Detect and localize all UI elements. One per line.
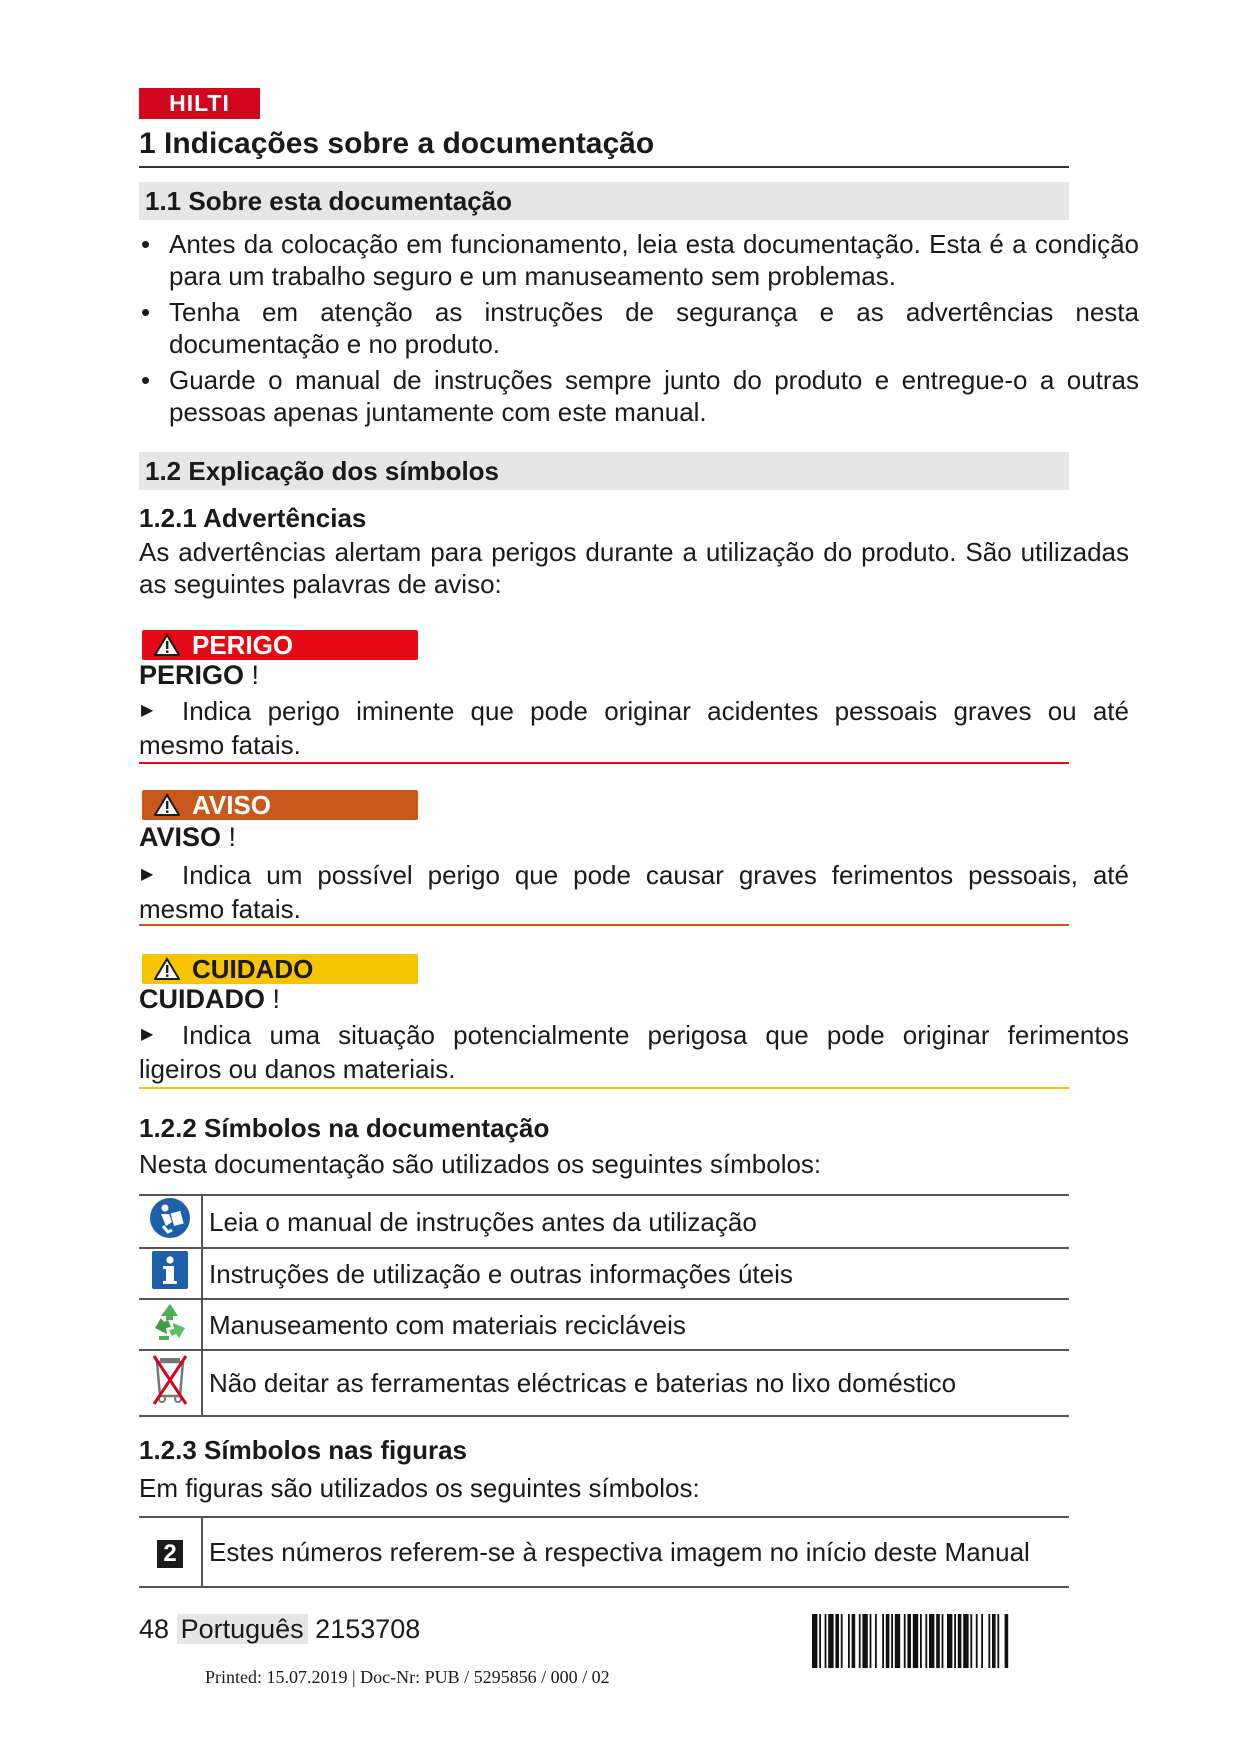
section-heading-1-2: 1.2 Explicação dos símbolos bbox=[139, 452, 1069, 490]
bullet-icon: • bbox=[141, 229, 151, 259]
divider-danger bbox=[139, 762, 1069, 764]
print-info: Printed: 15.07.2019 | Doc-Nr: PUB / 5295856 / 000 / 02 bbox=[205, 1667, 610, 1687]
signal-label: AVISO bbox=[192, 790, 271, 820]
doc-symbols-intro: Nesta documentação são utilizados os seguintes símbolos: bbox=[139, 1149, 822, 1179]
figure-symbols-table bbox=[139, 1516, 1069, 1588]
read-manual-icon bbox=[148, 1196, 192, 1240]
bullet-icon: • bbox=[141, 365, 151, 395]
table-row bbox=[139, 1299, 1069, 1350]
bullet-item: • Antes da colocação em funcionamento, leia esta documentação. Esta é a condição para um trabalho seguro e um manuseamento sem problemas. bbox=[141, 229, 1139, 291]
section-heading-1-1: 1.1 Sobre esta documentação bbox=[139, 182, 1069, 220]
signal-label: PERIGO bbox=[192, 630, 294, 660]
table-row bbox=[139, 1248, 1069, 1299]
doc-symbol-text: Leia o manual de instruções antes da utilização bbox=[202, 1195, 1069, 1248]
signal-description-warning: ▶ Indica um possível perigo que pode causar graves ferimentos pessoais, até mesmo fatais. bbox=[139, 860, 1129, 924]
warning-triangle-icon bbox=[154, 793, 180, 817]
warning-triangle-icon bbox=[154, 633, 180, 657]
bullet-item: • Guarde o manual de instruções sempre junto do produto e entregue-o a outras pessoas apenas juntamente com este manual. bbox=[141, 365, 1139, 427]
page-footer bbox=[139, 1612, 420, 1646]
hilti-logo: HILTI bbox=[139, 88, 260, 119]
signal-bar-caution bbox=[142, 954, 418, 984]
crossed-bin-icon bbox=[150, 1352, 190, 1408]
table-row bbox=[139, 1517, 1069, 1587]
doc-number: 2153708 bbox=[315, 1614, 421, 1644]
bullet-list bbox=[139, 228, 1139, 432]
bullet-item: • Tenha em atenção as instruções de segurança e as advertências nesta documentação e no produto. bbox=[141, 297, 1139, 359]
doc-symbol-text: Não deitar as ferramentas eléctricas e baterias no lixo doméstico bbox=[202, 1350, 1069, 1416]
subsection-heading-1-2-2: 1.2.2 Símbolos na documentação bbox=[139, 1113, 550, 1143]
signal-word-warning: AVISO ! bbox=[139, 822, 237, 852]
divider-warning bbox=[139, 924, 1069, 926]
signal-word-danger: PERIGO ! bbox=[139, 660, 260, 690]
signal-description-danger: ▶ Indica perigo iminente que pode originar acidentes pessoais graves ou até mesmo fatais. bbox=[139, 696, 1129, 760]
table-row bbox=[139, 1195, 1069, 1248]
page-title: 1 Indicações sobre a documentação bbox=[139, 124, 1069, 168]
subsection-heading-1-2-1: 1.2.1 Advertências bbox=[139, 503, 367, 533]
arrow-icon: ▶ bbox=[141, 866, 154, 883]
doc-symbols-table bbox=[139, 1194, 1069, 1417]
signal-label: CUIDADO bbox=[192, 954, 314, 984]
doc-symbol-text: Manuseamento com materiais recicláveis bbox=[202, 1299, 1069, 1350]
doc-symbol-text: Instruções de utilização e outras informações úteis bbox=[202, 1248, 1069, 1299]
arrow-icon: ▶ bbox=[141, 1026, 154, 1043]
signal-bar-warning bbox=[142, 790, 418, 820]
figure-symbols-intro: Em figuras são utilizados os seguintes símbolos: bbox=[139, 1473, 700, 1503]
info-icon bbox=[150, 1249, 190, 1291]
table-row bbox=[139, 1350, 1069, 1416]
figure-symbol-text: Estes números referem-se à respectiva imagem no início deste Manual bbox=[202, 1517, 1069, 1587]
page-number: 48 bbox=[139, 1614, 170, 1644]
warning-triangle-icon bbox=[154, 957, 180, 981]
arrow-icon: ▶ bbox=[141, 702, 154, 719]
warnings-intro: As advertências alertam para perigos durante a utilização do produto. São utilizadas as seguintes palavras de aviso: bbox=[139, 537, 1129, 599]
signal-word-caution: CUIDADO ! bbox=[139, 984, 281, 1014]
divider-caution bbox=[139, 1087, 1069, 1089]
number-2-icon: 2 bbox=[157, 1540, 183, 1568]
signal-description-caution: ▶ Indica uma situação potencialmente perigosa que pode originar ferimentos ligeiros ou danos materiais. bbox=[139, 1020, 1129, 1084]
bullet-icon: • bbox=[141, 297, 151, 327]
signal-bar-danger bbox=[142, 630, 418, 660]
footer-language: Português bbox=[177, 1614, 308, 1644]
barcode-icon bbox=[812, 1614, 1068, 1668]
recycling-icon bbox=[149, 1300, 191, 1342]
subsection-heading-1-2-3: 1.2.3 Símbolos nas figuras bbox=[139, 1435, 467, 1465]
